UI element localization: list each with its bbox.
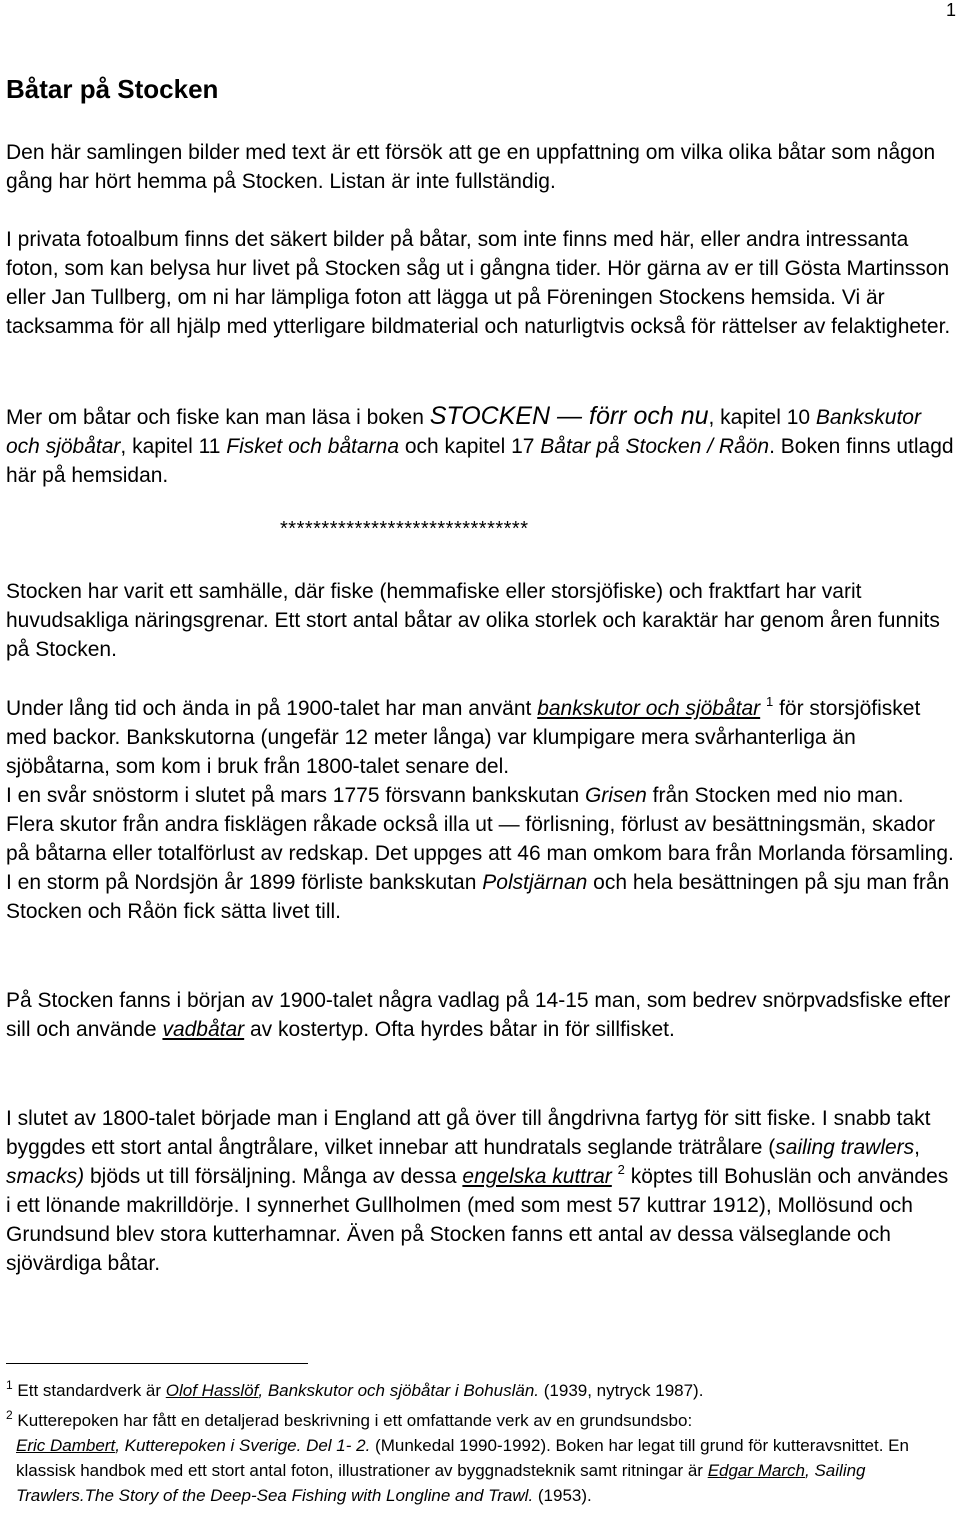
chapter-10-title: Bankskutor och sjöbåtar	[6, 406, 921, 458]
olof-hasslof-link[interactable]: Olof Hasslöf	[165, 1381, 259, 1400]
kutter-text: I slutet av 1800-talet började man i England att gå över till ångdrivna fartyg för sitt fiske. I snabb takt byggdes ett stort antal ångtrålare, vilket innebar att hundratals seglande trätrålare (	[6, 1107, 931, 1159]
book-title: STOCKEN — förr och nu	[429, 402, 709, 430]
footnote-text: Ett standardverk är	[17, 1381, 166, 1400]
footnote-text: Kutterepoken har fått en detaljerad beskrivning i ett omfattande verk av en grundsundsbo:	[17, 1411, 693, 1430]
intro-paragraph-2: I privata fotoalbum finns det säkert bilder på båtar, som inte finns med här, eller andra intressanta foton, som kan belysa hur livet på Stocken såg ut i gångna tider. Hör gärna av er till Gösta Martinsson eller Jan Tullberg, om ni har lämpliga foton att lägga ut på Föreningen Stockens hemsida. Vi är tacksamma för all hjälp med ytterligare bildmaterial och naturligtvis också för rättelser av felaktigheter.	[6, 228, 951, 338]
grisen-name: Grisen	[584, 784, 647, 807]
book-text: och kapitel 17	[399, 435, 541, 458]
footnote-2-body	[6, 1433, 956, 1508]
edgar-march-link[interactable]: Edgar March	[707, 1461, 806, 1480]
smacks-term: smacks)	[6, 1165, 85, 1188]
kutter-text: bjöds ut till försäljning. Många av dessa	[84, 1165, 463, 1188]
footnote-2-book-title-1: Kutterepoken i Sverige. Del 1- 2.	[124, 1436, 371, 1455]
vad-text: På Stocken fanns i början av 1900-talet några vadlag på 14-15 man, som bedrev snörpvadsfiske efter sill och använde	[6, 989, 951, 1041]
samhalle-paragraph: Stocken har varit ett samhälle, där fiske (hemmafiske eller storsjöfiske) och fraktfart har varit huvudsakliga näringsgrenar. Ett stort antal båtar av olika storlek och karaktär har genom åren funnits på Stocken.	[6, 580, 940, 661]
footnote-text: (1953).	[533, 1486, 592, 1505]
page-number: 1	[945, 0, 956, 20]
footnote-2-number: 2	[6, 1408, 13, 1422]
footnote-1	[6, 1378, 956, 1403]
footnote-text: ,	[805, 1461, 815, 1480]
chapter-11-title: Fisket och båtarna	[226, 435, 400, 458]
bank-text: Under lång tid och ända in på 1900-talet har man använt	[6, 697, 538, 720]
intro-paragraph-1: Den här samlingen bilder med text är ett försök att ge en uppfattning om vilka olika båtar som någon gång har hört hemma på Stocken. Listan är inte fullständig.	[6, 141, 936, 193]
footnote-ref-1: 1	[766, 694, 774, 709]
kutter-text: köptes till Bohuslän och användes i ett lönande makrilldörje. I synnerhet Gullholmen (med som mest 57 kuttrar 1912), Mollösund och Grundsund blev stora kutterhamnar. Även på Stocken fanns ett antal av dessa välseglande och sjövärdiga båtar.	[6, 1165, 949, 1275]
bank-text: och hela besättningen på sju man från Stocken och Råön fick sätta livet till.	[6, 871, 950, 923]
chapter-17-title: Båtar på Stocken / Råön	[540, 435, 770, 458]
vad-text: av kostertyp. Ofta hyrdes båtar in för sillfisket.	[244, 1018, 675, 1041]
bankskutor-paragraph	[6, 694, 956, 926]
vadlag-paragraph	[6, 986, 956, 1044]
bank-text: I en svår snöstorm i slutet på mars 1775 försvann bankskutan	[6, 784, 585, 807]
bank-text: från Stocken med nio man. Flera skutor från andra fisklägen råkade också illa ut — förlisning, förlust av besättningsmän, skador på båtarna eller totalförlust av redskap. Det uppges att 46 man omkom bara från Morlanda församling. I en storm på Nordsjön år 1899 förliste bankskutan	[6, 784, 954, 894]
book-text: , kapitel 10	[708, 406, 816, 429]
vadbatar-link[interactable]: vadbåtar	[162, 1018, 245, 1041]
page-title: Båtar på Stocken	[6, 74, 219, 104]
kutter-text: ,	[914, 1136, 921, 1159]
footnote-1-number: 1	[6, 1378, 13, 1392]
book-text: . Boken finns utlagd här på hemsidan.	[6, 435, 954, 487]
footnote-1-book-title: Bankskutor och sjöbåtar i Bohuslän.	[267, 1381, 540, 1400]
footnote-2-book-title-2: Sailing Trawlers.The Story of the Deep-Sea Fishing with Longline and Trawl.	[16, 1461, 866, 1505]
polstjarnan-name: Polstjärnan	[482, 871, 588, 894]
engelska-kuttrar-link[interactable]: engelska kuttrar	[462, 1165, 612, 1188]
footnote-text: (Munkedal 1990-1992). Boken har legat till grund för kutteravsnittet. En klassisk handbok med ett stort antal foton, illustrationer av byggnadsteknik samt ritningar är	[16, 1436, 909, 1480]
bank-text: för storsjöfisket med backor. Bankskutorna (ungefär 12 meter långa) var klumpigare mera svårhanterliga än sjöbåtarna, som kom i bruk från 1800-talet senare del.	[6, 697, 921, 778]
footnote-text: (1939, nytryck 1987).	[539, 1381, 704, 1400]
book-text: Mer om båtar och fiske kan man läsa i boken	[6, 406, 430, 429]
bankskutor-link[interactable]: bankskutor och sjöbåtar	[537, 697, 761, 720]
footnote-rule	[6, 1363, 308, 1364]
book-text: , kapitel 11	[120, 435, 227, 458]
sailing-trawlers-term: sailing trawlers	[775, 1136, 915, 1159]
eric-dambert-link[interactable]: Eric Dambert	[16, 1436, 116, 1455]
footnote-2	[6, 1408, 956, 1508]
footnote-text: ,	[115, 1436, 125, 1455]
footnote-ref-2: 2	[617, 1162, 625, 1177]
footnote-text: ,	[258, 1381, 268, 1400]
book-paragraph	[6, 402, 956, 490]
kuttrar-paragraph	[6, 1104, 956, 1278]
separator: ******************************	[280, 518, 529, 540]
